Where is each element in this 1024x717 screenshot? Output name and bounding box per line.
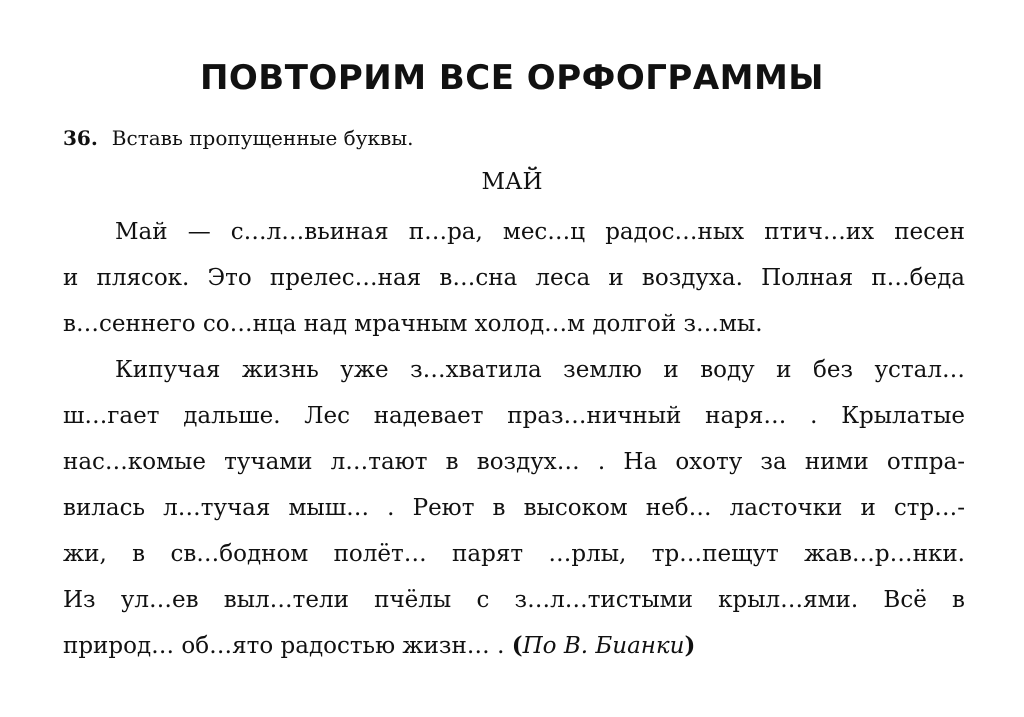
task-number: 36. [63, 126, 98, 150]
final-text: природ… об…ято радостью жизн… . [63, 633, 512, 659]
text-line: жи, в св…бодном полёт… парят …рлы, тр…пещут жав…р…нки. [63, 541, 965, 567]
task-line [63, 124, 414, 152]
task-instruction: Вставь пропущенные буквы. [111, 126, 414, 150]
text-line: в…сеннего со…нца над мрачным холод…м долгой з…мы. [63, 311, 763, 337]
text-line-final [63, 629, 965, 663]
text-line: ш…гает дальше. Лес надевает праз…ничный наря… . Крылатые [63, 403, 965, 429]
section-heading: ПОВТОРИМ ВСЕ ОРФОГРАММЫ [199, 58, 825, 98]
source-paren-open: ( [511, 632, 523, 659]
source-author: По В. Бианки [522, 633, 685, 659]
text-line: и плясок. Это прелес…ная в…сна леса и воздуха. Полная п…беда [63, 265, 965, 291]
text-line: нас…комые тучами л…тают в воздух… . На охоту за ними отпра- [63, 449, 965, 475]
text-title: МАЙ [481, 169, 543, 195]
text-line: вилась л…тучая мыш… . Реют в высоком неб… ласточки и стр…- [63, 495, 965, 521]
text-line: Кипучая жизнь уже з…хватила землю и воду и без устал… [115, 357, 965, 383]
text-line: Из ул…ев выл…тели пчёлы с з…л…тистыми крыл…ями. Всё в [63, 587, 965, 613]
text-line: Май — с…л…вьиная п…ра, мес…ц радос…ных птич…их песен [115, 219, 965, 245]
source-paren-close: ) [684, 632, 696, 659]
